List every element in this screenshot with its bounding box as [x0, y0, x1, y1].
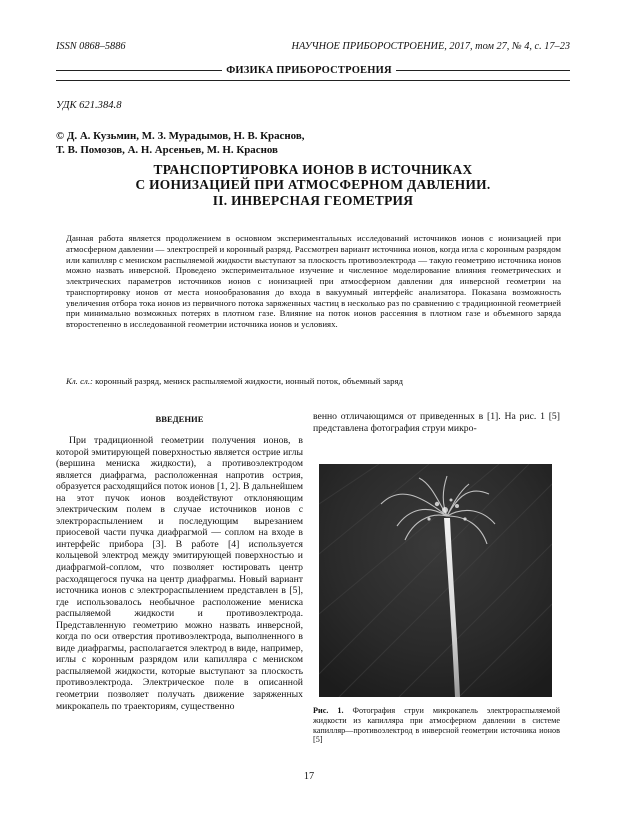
article-title	[56, 162, 570, 208]
intro-column-right: венно отличающимся от приведенных в [1]. На рис. 1 [5] представлена фотография струи микро-	[313, 411, 560, 434]
authors	[56, 129, 304, 157]
journal-reference: НАУЧНОЕ ПРИБОРОСТРОЕНИЕ, 2017, том 27, № 4, с. 17–23	[291, 41, 570, 52]
authors-line-2: Т. В. Помозов, А. Н. Арсеньев, М. Н. Краснов	[56, 144, 278, 156]
keywords-text: коронный разряд, мениск распыляемой жидкости, ионный поток, объемный заряд	[95, 376, 403, 386]
section-title	[0, 65, 618, 76]
intro-heading: ВВЕДЕНИЕ	[155, 414, 204, 424]
udk-code: УДК 621.384.8	[56, 100, 122, 111]
title-line-3: II. ИНВЕРСНАЯ ГЕОМЕТРИЯ	[212, 192, 414, 208]
title-line-1: ТРАНСПОРТИРОВКА ИОНОВ В ИСТОЧНИКАХ	[153, 162, 473, 177]
abstract: Данная работа является продолжением в основном экспериментальных исследований источников ионов с ионизацией при атмосферном давлении — электроспрей и коронный разряд. Рассмотрен вариант источника ионов, когда игла с коронным разрядом или капилляр с мениском распыляемой жидкости выступают за плоскость противоэлектрода — такую геометрию источника ионов можно назвать инверсной. Проведено экспериментальное изучение и численное моделирование влияния геометрических и электрических параметров источников ионов с ионизацией при атмосферном давлении для инверсной геометрии на транспортировку ионов от места ионообразования до входа в вакуумный интерфейс анализатора. Показана возможность увеличения отбора тока ионов из первичного потока заряженных частиц в несколько раз по сравнению с традиционной геометрией при минимально возможных потерях в плотном газе. Влияние на поток ионов рассеяния в плотном газе и объемного заряда второстепенно в исследованной геометрии источника ионов и условиях.	[66, 233, 561, 329]
authors-line-1-text: Д. А. Кузьмин, М. З. Мурадымов, Н. В. Краснов,	[66, 130, 305, 142]
copyright-symbol: ©	[56, 130, 65, 142]
figure-1-photo	[319, 464, 552, 697]
intro-column-left: При традиционной геометрии получения ионов, в которой эмитирующей поверхностью является острие иглы (вершина мениска жидкости), а противоэлектродом является диафрагма, расположенная напротив острия, образуется расходящийся поток ионов [1, 2]. В дальнейшем на этот пучок ионов воздействуют отклоняющим электрическим полем в случае источников ионов с электрораспылением и последующим вырезанием приосевой части пучка диафрагмой — соплом на входе в интерфейс прибора [3]. В работе [4] используется кольцевой электрод между эмитирующей поверхностью и диафрагмой-соплом, что позволяет юстировать центр расходящегося пучка на центр диафрагмы. Новый вариант источника ионов с электрораспылением представлен в [5], где использовалось необычное расположение мениска распыляемой жидкости и противоэлектрода. Представленную геометрию можно назвать инверсной, когда по оси отверстия противоэлектрода, выполненного в виде диафрагмы, располагается электрод в виде, например, иглы с коронным разрядом или капилляра с мениском распыляемой жидкости, которые выступают за плоскость противоэлектрода. Электрическое поле в описанной геометрии позволяет получать движение заряженных микрокапель по траекториям, существенно	[56, 435, 303, 712]
section-rule-lower	[56, 80, 570, 81]
issn: ISSN 0868–5886	[56, 41, 126, 52]
title-line-2: С ИОНИЗАЦИЕЙ ПРИ АТМОСФЕРНОМ ДАВЛЕНИИ.	[135, 177, 491, 193]
jet-photo-image	[319, 464, 552, 697]
figure-1-caption-text: Фотография струи микрокапель электрораспыляемой жидкости из капилляра при атмосферном давлении в системе капилляр—противоэлектрод в инверсной геометрии источника ионов [5]	[313, 706, 561, 745]
figure-1-label: Рис. 1.	[313, 706, 344, 715]
figure-1-caption	[313, 706, 560, 745]
authors-line-1	[56, 129, 304, 143]
section-title-text: ФИЗИКА ПРИБОРОСТРОЕНИЯ	[222, 65, 396, 76]
keywords-label: Кл. сл.:	[66, 376, 93, 386]
page-number: 17	[303, 771, 315, 782]
keywords	[66, 376, 561, 386]
